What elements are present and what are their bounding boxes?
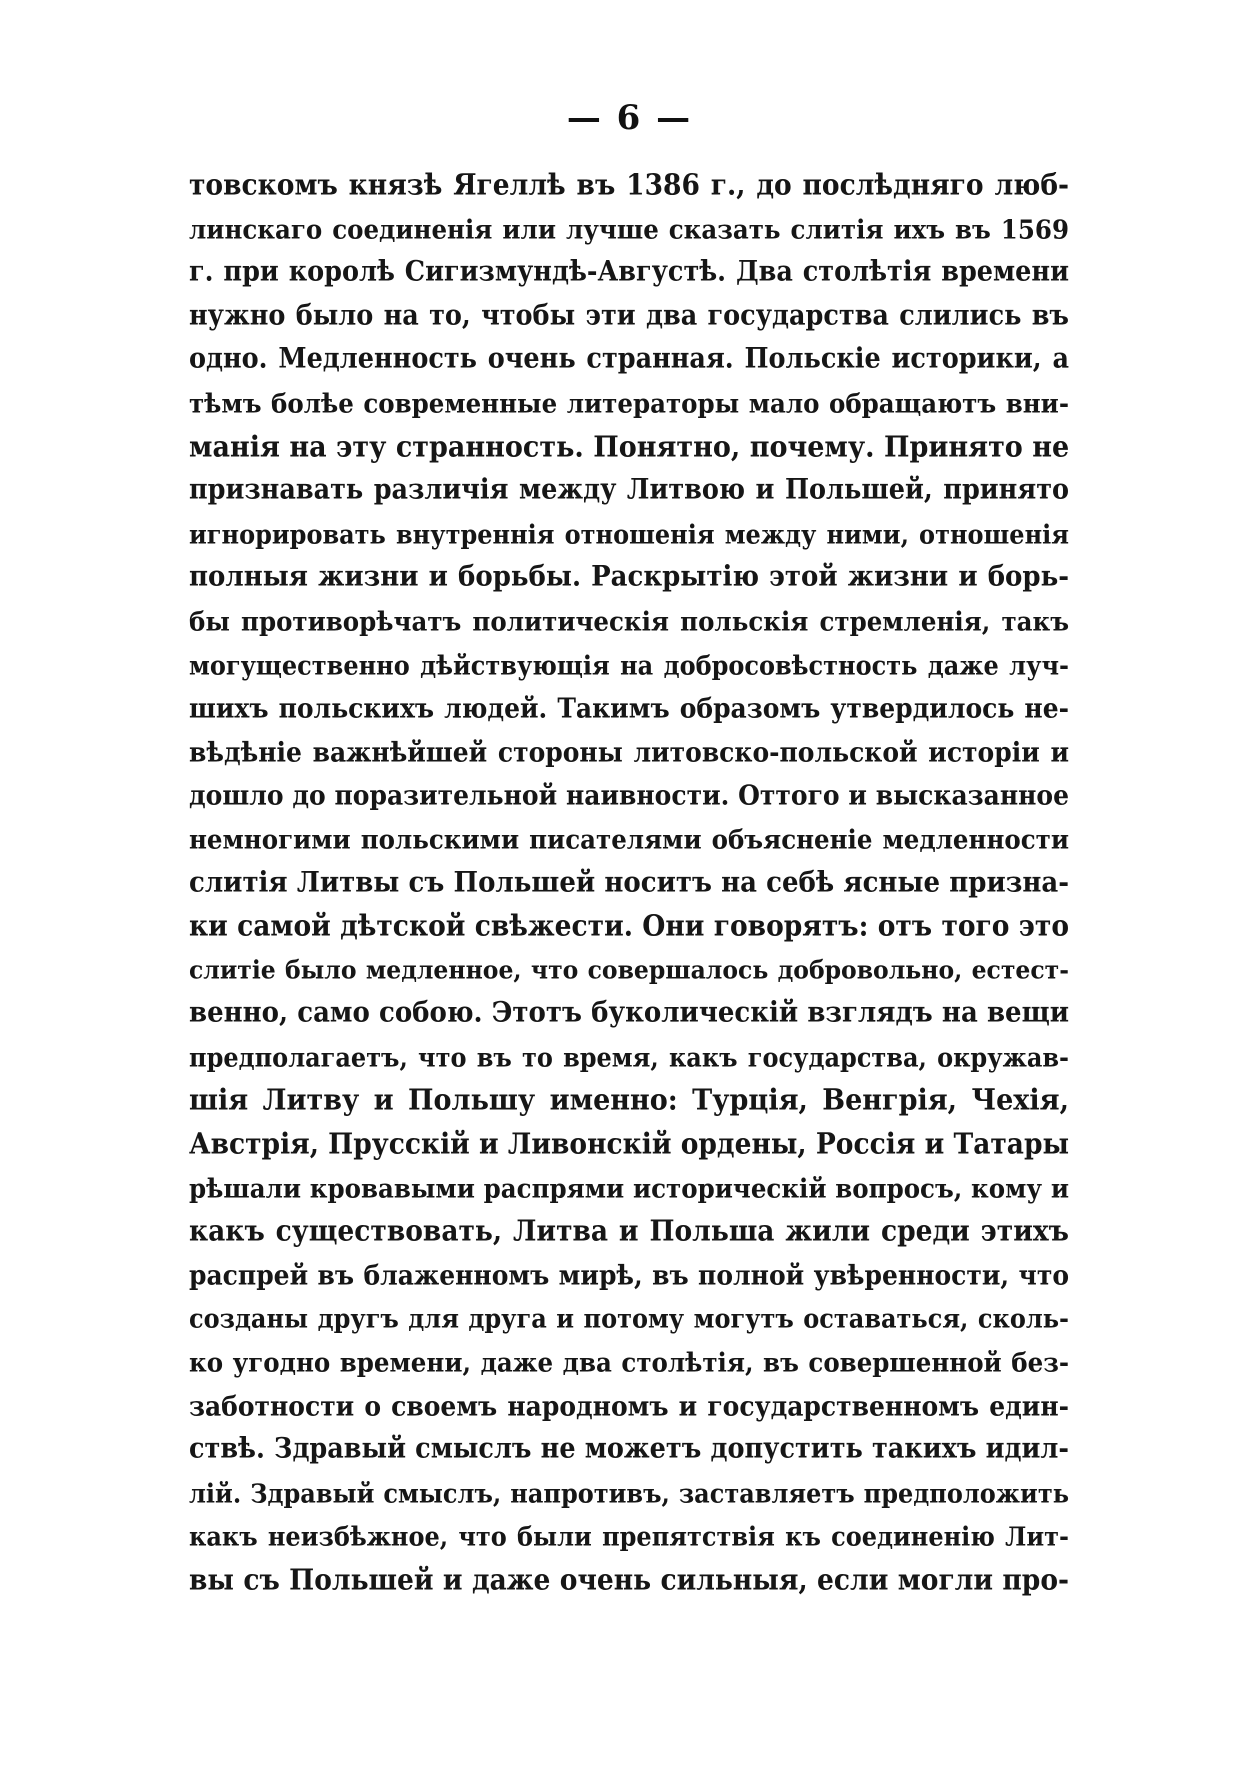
text-line: шія Литву и Польшу именно: Турція, Венгрія, Чехія, <box>189 1084 1069 1118</box>
text-line: слитія Литвы съ Польшей носитъ на себѣ ясные призна- <box>189 866 1069 899</box>
text-line: нужно было на то, чтобы эти два государства слились въ <box>189 299 1069 332</box>
text-line: одно. Медленность очень странная. Польскіе историки, а <box>189 343 1069 376</box>
text-line: тѣмъ болѣе современные литераторы мало обращаютъ вни- <box>189 387 1069 420</box>
text-line: ки самой дѣтской свѣжести. Они говорятъ: отъ того это <box>189 909 1069 944</box>
text-line: шихъ польскихъ людей. Такимъ образомъ утвердилось не- <box>189 692 1069 725</box>
text-line: немногими польскими писателями объясненіе медленности <box>189 823 1069 856</box>
text-line: бы противорѣчатъ политическія польскія стремленія, такъ <box>189 605 1069 638</box>
text-line: слитіе было медленное, что совершалось добровольно, естест- <box>189 954 1069 985</box>
text-line: какъ неизбѣжное, что были препятствія къ соединенію Лит- <box>189 1521 1069 1553</box>
text-line: лій. Здравый смыслъ, напротивъ, заставляетъ предположить <box>189 1477 1069 1509</box>
text-line: дошло до поразительной наивности. Оттого и высказанное <box>189 780 1069 812</box>
page-number: — 6 — <box>566 98 693 138</box>
text-line: какъ существовать, Литва и Польша жили среди этихъ <box>189 1214 1069 1249</box>
text-line: рѣшали кровавыми распрями историческій вопросъ, кому и <box>189 1172 1069 1204</box>
text-line: предполагаетъ, что въ то время, какъ государства, окружав- <box>189 1041 1069 1074</box>
text-line: признавать различія между Литвою и Польшей, принято <box>189 473 1069 507</box>
text-line: могущественно дѣйствующія на добросовѣстность даже луч- <box>189 649 1069 681</box>
text-line: полныя жизни и борьбы. Раскрытію этой жизни и борь- <box>189 561 1069 594</box>
text-line: распрей въ блаженномъ мирѣ, въ полной увѣренности, что <box>189 1259 1069 1291</box>
text-line: г. при королѣ Сигизмундѣ-Августѣ. Два столѣтія времени <box>189 255 1069 289</box>
body-text <box>189 164 1069 1603</box>
text-line: венно, само собою. Этотъ буколическій взглядъ на вещи <box>189 997 1069 1030</box>
text-line: ствѣ. Здравый смыслъ не можетъ допустить такихъ идил- <box>189 1432 1069 1466</box>
text-line: вы съ Польшей и даже очень сильныя, если могли про- <box>189 1563 1069 1598</box>
text-line: игнорировать внутреннія отношенія между ними, отношенія <box>189 518 1069 550</box>
text-line: манія на эту странность. Понятно, почему. Принято не <box>189 430 1069 464</box>
text-line: созданы другъ для друга и потому могутъ оставаться, сколь- <box>189 1303 1069 1335</box>
text-line: товскомъ князѣ Ягеллѣ въ 1386 г., до послѣдняго люб- <box>189 168 1069 203</box>
text-line: вѣдѣніе важнѣйшей стороны литовско-польской исторіи и <box>189 736 1069 768</box>
text-line: линскаго соединенія или лучше сказать слитія ихъ въ 1569 <box>189 213 1069 245</box>
text-line: Австрія, Прусскій и Ливонскій ордены, Россія и Татары <box>189 1127 1069 1162</box>
text-line: ко угодно времени, даже два столѣтія, въ совершенной без- <box>189 1346 1069 1379</box>
text-line: заботности о своемъ народномъ и государственномъ един- <box>189 1390 1069 1422</box>
